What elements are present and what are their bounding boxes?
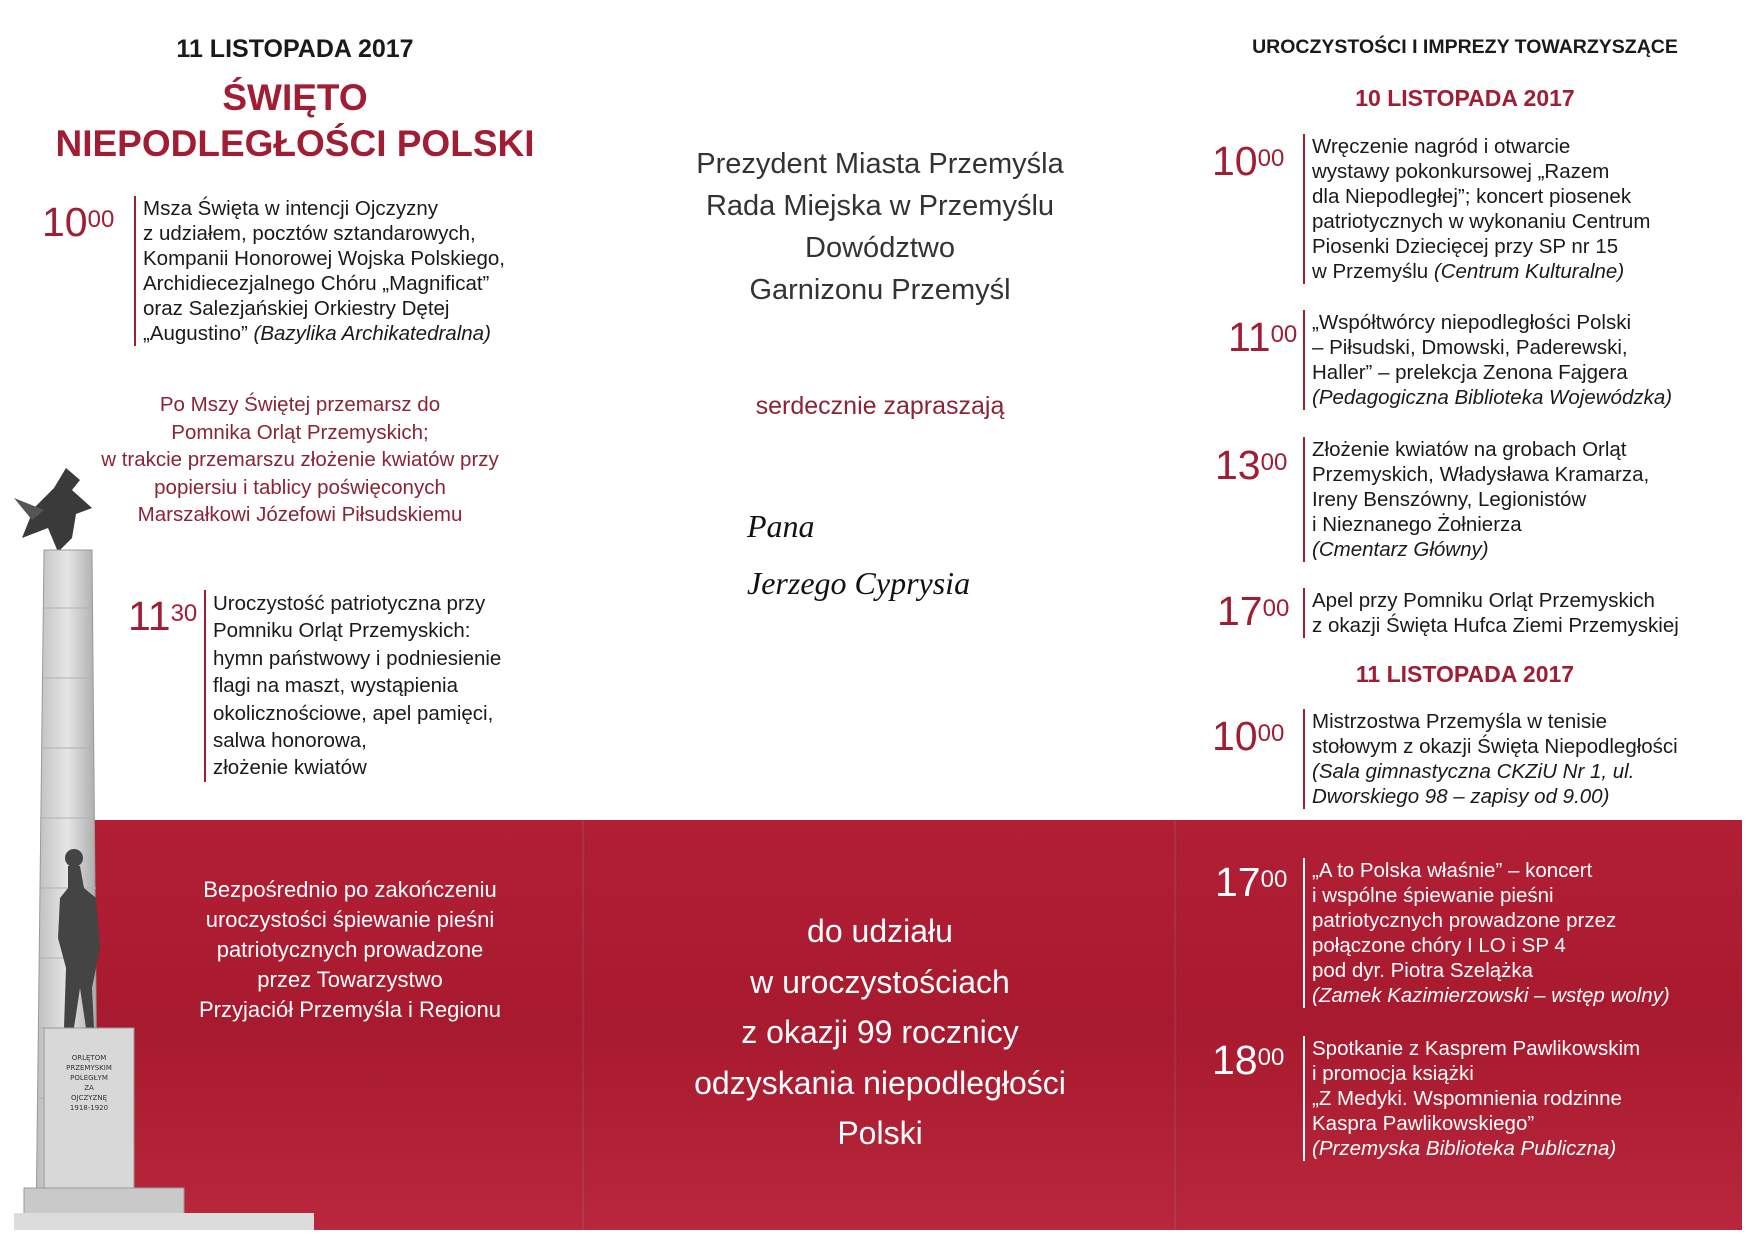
center-hosts: Prezydent Miasta Przemyśla Rada Miejska w Przemyślu Dowództwo Garnizonu Przemyśl <box>696 148 1064 306</box>
right-event3-time: $13^{00}$ <box>1215 442 1288 488</box>
svg-text:ZA: ZA <box>84 1084 94 1092</box>
fold-line-right <box>1172 820 1178 1230</box>
right-event2-time: $11^{00}$ <box>1228 314 1298 360</box>
right-event1-description: Wręczenie nagród i otwarcie wystawy pokonkursowej „Razem dla Niepodległej”; koncert piosenek patriotycznych w wykonaniu Centrum Piosenki Dziecięcej przy SP nr 15 w Przemyślu (Centrum Kulturalne) <box>1303 134 1752 284</box>
left-event2-description: Uroczystość patriotyczna przy Pomniku Orląt Przemyskich: hymn państwowy i podniesienie flagi na maszt, wystąpienia okolicznościowe, apel pamięci, salwa honorowa, złożenie kwiatów <box>204 590 573 782</box>
right-event7-description: Spotkanie z Kasprem Pawlikowskim i promocja książki „Z Medyki. Wspomnienia rodzinne Kaspra Pawlikowskiego” (Przemyska Biblioteka Publiczna) <box>1303 1036 1752 1161</box>
right-event4-time: $17^{00}$ <box>1217 588 1290 634</box>
right-title: UROCZYSTOŚCI I IMPREZY TOWARZYSZĄCE <box>1252 36 1678 58</box>
left-title-line2: NIEPODLEGŁOŚCI POLSKI <box>55 123 535 164</box>
left-event1-description: Msza Święta w intencji Ojczyzny z udziałem, pocztów sztandarowych, Kompanii Honorowej Wojska Polskiego, Archidiecezjalnego Chóru „Magnificat” oraz Salezjańskiej Orkiestry Dętej „Augustino” (Bazylika Archikatedralna) <box>134 196 583 346</box>
right-event6-description: „A to Polska właśnie” – koncert i wspólne śpiewanie pieśni patriotycznych prowadzone przez połączone chóry I LO i SP 4 pod dyr. Piotra Szelążka (Zamek Kazimierzowski – wstęp wolny) <box>1303 858 1752 1008</box>
right-date2: 11 LISTOPADA 2017 <box>1355 661 1575 687</box>
left-event2-time: $11^{30}$ <box>128 593 198 639</box>
left-band-text: Bezpośrednio po zakończeniu uroczystości śpiewanie pieśni patriotycznych prowadzone przez Towarzystwo Przyjaciół Przemyśla i Regionu <box>199 877 501 1022</box>
invitee-name: Jerzego Cyprysia <box>747 565 971 601</box>
fold-line-left <box>580 820 586 1230</box>
right-event3-description: Złożenie kwiatów na grobach Orląt Przemyskich, Władysława Kramarza, Ireny Benszówny, Legionistów i Nieznanego Żołnierza (Cmentarz Główny) <box>1303 437 1752 562</box>
right-event4-description: Apel przy Pomniku Orląt Przemyskich z okazji Święta Hufca Ziemi Przemyskiej <box>1303 588 1752 638</box>
center-band-text: do udziału w uroczystościach z okazji 99 rocznicy odzyskania niepodległości Polski <box>694 913 1066 1151</box>
right-event6-time: $17^{00}$ <box>1215 859 1288 905</box>
left-date: 11 LISTOPADA 2017 <box>176 35 414 63</box>
svg-text:OJCZYZNĘ: OJCZYZNĘ <box>71 1094 107 1102</box>
right-event1-time: $10^{00}$ <box>1212 138 1285 184</box>
right-event2-description: „Współtwórcy niepodległości Polski – Piłsudski, Dmowski, Paderewski, Haller” – prelekcja Zenona Fajgera (Pedagogiczna Biblioteka Wojewódzka) <box>1303 310 1752 410</box>
right-event7-time: $18^{00}$ <box>1212 1037 1285 1083</box>
svg-text:ORLĘTOM: ORLĘTOM <box>71 1054 107 1062</box>
svg-text:POLEGŁYM: POLEGŁYM <box>70 1074 108 1082</box>
right-event5-time: $10^{00}$ <box>1212 713 1285 759</box>
center-invite: serdecznie zapraszają <box>755 392 1005 420</box>
left-event1-time: $10^{00}$ <box>42 199 115 245</box>
left-title-line1: ŚWIĘTO <box>222 77 368 118</box>
invitee-name-title: Pana <box>747 508 815 544</box>
right-date1: 10 LISTOPADA 2017 <box>1355 85 1575 111</box>
svg-text:1918-1920: 1918-1920 <box>69 1104 109 1112</box>
right-event5-description: Mistrzostwa Przemyśla w tenisie stołowym z okazji Święta Niepodległości (Sala gimnastyczna CKZiU Nr 1, ul. Dworskiego 98 – zapisy od 9.00) <box>1303 709 1752 809</box>
monument-illustration <box>14 468 314 1230</box>
svg-text:PRZEMYSKIM: PRZEMYSKIM <box>66 1064 112 1072</box>
left-march-note: Po Mszy Świętej przemarsz do Pomnika Orląt Przemyskich; w trakcie przemarszu złożenie kwiatów przy popiersiu i tablicy poświęconych Marszałkowi Józefowi Piłsudskiemu <box>101 393 499 526</box>
